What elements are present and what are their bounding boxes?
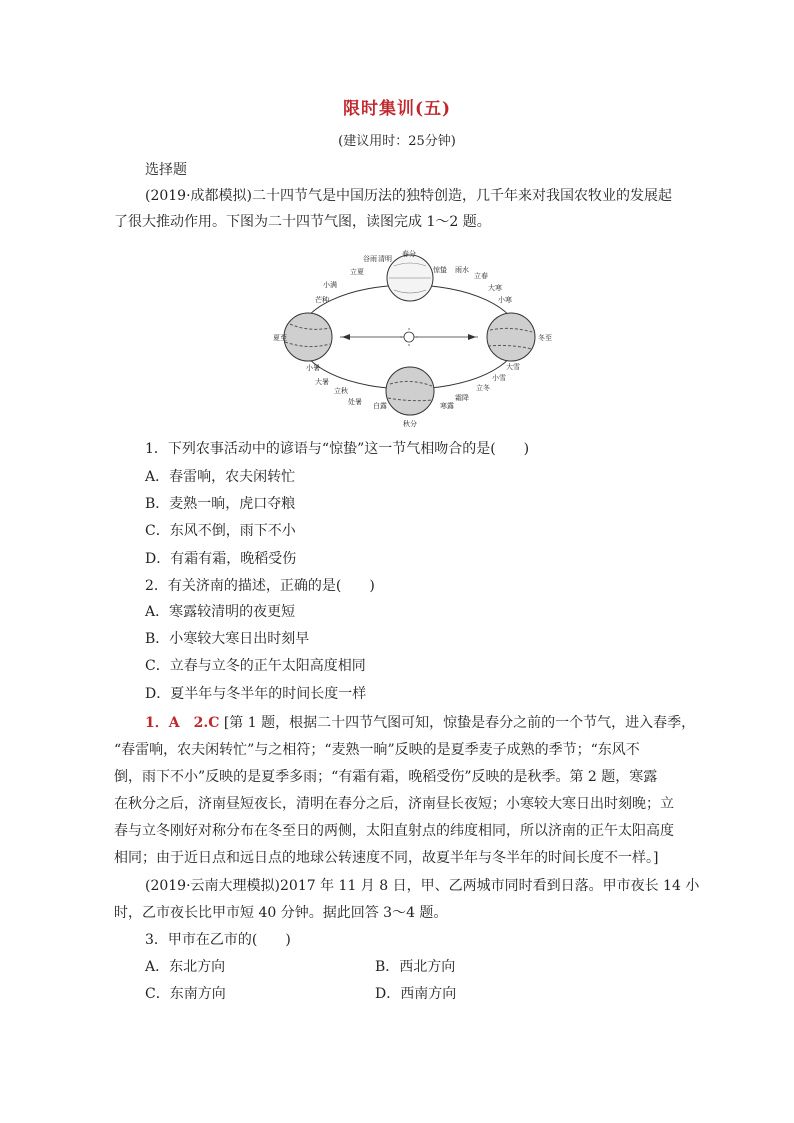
q3-option-c: C．东南方向 bbox=[145, 986, 226, 1002]
section-heading: 选择题 bbox=[145, 162, 187, 178]
q3-option-a: A．东北方向 bbox=[145, 959, 226, 975]
term-label: 立春 bbox=[474, 272, 488, 280]
term-label: 立冬 bbox=[476, 384, 490, 392]
q1-option-c: C．东风不倒，雨下不小 bbox=[145, 523, 296, 539]
term-label: 白露 bbox=[373, 402, 387, 410]
solar-terms-diagram bbox=[270, 252, 550, 430]
term-label: 谷雨 bbox=[363, 255, 377, 263]
q2-option-a: A．寒露较清明的夜更短 bbox=[145, 604, 296, 620]
q2-option-b: B．小寒较大寒日出时刻早 bbox=[145, 631, 310, 647]
intro-2-line-1: (2019·云南大理模拟)2017 年 11 月 8 日，甲、乙两城市同时看到日落。甲市夜长 14 小 bbox=[145, 878, 700, 894]
answer-line-2: “春雷响，农夫闲转忙”与之相符；“麦熟一晌”反映的是夏季麦子成熟的季节；“东风不 bbox=[114, 742, 640, 758]
term-label: 惊蛰 bbox=[433, 266, 447, 274]
answer-line-5: 春与立冬刚好对称分布在冬至日的两侧，太阳直射点的纬度相同，所以济南的正午太阳高度 bbox=[114, 823, 674, 839]
term-label: 立秋 bbox=[334, 387, 348, 395]
page-title: 限时集训(五) bbox=[342, 99, 452, 119]
question-3-stem: 3．甲市在乙市的( ) bbox=[145, 932, 291, 948]
q2-option-d: D．夏半年与冬半年的时间长度一样 bbox=[145, 686, 367, 702]
answer-line-4: 在秋分之后，济南昼短夜长，清明在春分之后，济南昼长夜短；小寒较大寒日出时刻晚；立 bbox=[114, 796, 674, 812]
term-label: 冬至 bbox=[538, 334, 552, 342]
q1-option-d: D．有霜有霜，晚稻受伤 bbox=[145, 551, 297, 567]
intro-1-line-2: 了很大推动作用。下图为二十四节气图，读图完成 1～2 题。 bbox=[114, 214, 491, 230]
term-label: 芒种 bbox=[315, 296, 329, 304]
q1-option-b: B．麦熟一晌，虎口夺粮 bbox=[145, 496, 296, 512]
answer-line-6: 相同；由于近日点和远日点的地球公转速度不同，故夏半年与冬半年的时间长度不一样。] bbox=[114, 850, 659, 866]
earth-spring-icon bbox=[387, 255, 433, 301]
term-label: 霜降 bbox=[455, 394, 469, 402]
question-1-stem: 1．下列农事活动中的谚语与“惊蛰”这一节气相吻合的是( ) bbox=[145, 441, 530, 457]
page-subtitle: (建议用时：25分钟) bbox=[338, 134, 456, 149]
term-label: 春分 bbox=[402, 250, 416, 258]
earth-winter-icon bbox=[487, 313, 535, 361]
term-label: 秋分 bbox=[403, 420, 417, 428]
answer-text: [第 1 题，根据二十四节气图可知，惊蛰是春分之前的一个节气，进入春季， bbox=[223, 715, 696, 731]
earth-summer-icon bbox=[284, 313, 332, 361]
term-label: 大雪 bbox=[506, 363, 520, 371]
intro-2-line-2: 时，乙市夜长比甲市短 40 分钟。据此回答 3～4 题。 bbox=[114, 905, 448, 921]
answer-key: 1．A 2.C bbox=[145, 715, 220, 731]
term-label: 大暑 bbox=[315, 378, 329, 386]
term-label: 小寒 bbox=[498, 296, 512, 304]
term-label: 雨水 bbox=[455, 266, 469, 274]
term-label: 小雪 bbox=[492, 374, 506, 382]
q1-option-a: A．春雷响，农夫闲转忙 bbox=[145, 469, 296, 485]
intro-1-line-1: (2019·成都模拟)二十四节气是中国历法的独特创造，几千年来对我国农牧业的发展起 bbox=[145, 188, 673, 204]
term-label: 小暑 bbox=[306, 364, 320, 372]
q3-option-b: B．西北方向 bbox=[375, 959, 456, 975]
question-2-stem: 2．有关济南的描述，正确的是( ) bbox=[145, 578, 375, 594]
q2-option-c: C．立春与立冬的正午太阳高度相同 bbox=[145, 658, 366, 674]
term-label: 处暑 bbox=[348, 398, 362, 406]
earth-autumn-icon bbox=[386, 367, 434, 415]
q3-option-d: D．西南方向 bbox=[375, 986, 457, 1002]
answer-line-3: 倒，雨下不小”反映的是夏季多雨；“有霜有霜，晚稻受伤”反映的是秋季。第 2 题，寒露 bbox=[114, 769, 658, 785]
term-label: 寒露 bbox=[440, 402, 454, 410]
term-label: 夏至 bbox=[273, 334, 287, 342]
term-label: 大寒 bbox=[488, 284, 502, 292]
term-label: 清明 bbox=[378, 255, 392, 263]
term-label: 小满 bbox=[323, 281, 337, 289]
answer-line-1 bbox=[145, 710, 695, 736]
term-label: 立夏 bbox=[350, 268, 364, 276]
